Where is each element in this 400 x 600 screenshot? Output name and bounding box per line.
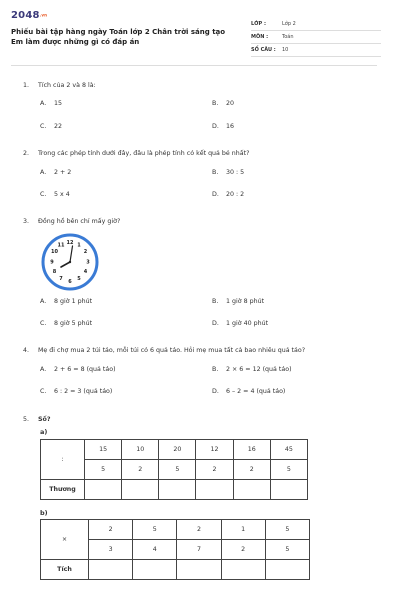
option-key: B. <box>212 100 219 107</box>
answer-cell[interactable] <box>265 560 309 580</box>
clock-number-8: 8 <box>52 269 57 275</box>
option-key: B. <box>212 366 219 373</box>
answer-cell[interactable] <box>221 560 265 580</box>
option-text: 1 giờ 40 phút <box>226 320 269 327</box>
table-row <box>41 440 308 460</box>
table-a <box>40 439 308 500</box>
option-key: A. <box>40 100 47 107</box>
answer-cell[interactable] <box>89 560 133 580</box>
table-cell: 3 <box>89 540 133 560</box>
clock-center <box>69 261 71 263</box>
op-cell: × <box>41 520 89 560</box>
logo-main: 2048 <box>11 10 40 21</box>
clock-icon <box>40 232 100 292</box>
table-cell: 12 <box>196 440 233 460</box>
answer-cell[interactable] <box>122 480 159 500</box>
option-key: A. <box>40 366 47 373</box>
question-number: 5. <box>23 416 30 423</box>
subpart-b-label: b) <box>40 509 48 517</box>
meta-row-class <box>251 18 381 31</box>
option-key: C. <box>40 388 47 395</box>
site-logo[interactable] <box>11 10 47 21</box>
clock-number-10: 10 <box>51 249 58 255</box>
op-cell: : <box>41 440 85 480</box>
table-cell: 5 <box>159 460 196 480</box>
clock-illustration <box>40 232 100 294</box>
clock-number-3: 3 <box>86 259 90 266</box>
option-d[interactable] <box>212 320 268 327</box>
clock-number-1: 1 <box>77 242 81 249</box>
meta-info <box>251 18 381 57</box>
result-label: Tích <box>41 560 89 580</box>
table-cell: 4 <box>133 540 177 560</box>
table-cell: 15 <box>85 440 122 460</box>
table-cell: 2 <box>196 460 233 480</box>
option-c[interactable] <box>40 123 62 130</box>
option-text: 15 <box>54 100 63 107</box>
table-row <box>41 560 310 580</box>
table-cell: 5 <box>133 520 177 540</box>
question-text: Tích của 2 và 8 là: <box>38 82 96 89</box>
option-b[interactable] <box>212 169 244 176</box>
answer-cell[interactable] <box>270 480 307 500</box>
question-number: 1. <box>23 82 30 89</box>
clock-number-5: 5 <box>77 276 81 282</box>
option-c[interactable] <box>40 320 92 327</box>
option-text: 2 × 6 = 12 (quả táo) <box>226 366 292 373</box>
table-cell: 7 <box>177 540 221 560</box>
option-c[interactable] <box>40 191 70 198</box>
option-text: 16 <box>226 123 235 130</box>
option-text: 6 : 2 = 3 (quả táo) <box>54 388 113 395</box>
answer-cell[interactable] <box>233 480 270 500</box>
option-text: 5 x 4 <box>54 191 70 198</box>
table-cell: 5 <box>265 520 309 540</box>
option-key: B. <box>212 169 219 176</box>
meta-value: Lớp 2 <box>282 21 296 27</box>
meta-value: 10 <box>282 47 289 53</box>
table-row <box>41 480 308 500</box>
option-key: A. <box>40 298 47 305</box>
option-text: 6 – 2 = 4 (quả táo) <box>226 388 286 395</box>
option-a[interactable] <box>40 366 116 373</box>
subpart-a-label: a) <box>40 428 48 436</box>
table-cell: 2 <box>221 540 265 560</box>
answer-cell[interactable] <box>85 480 122 500</box>
clock-number-4: 4 <box>83 269 88 275</box>
answer-cell[interactable] <box>159 480 196 500</box>
question-number: 2. <box>23 150 30 157</box>
table-cell: 2 <box>89 520 133 540</box>
table-row <box>41 520 310 540</box>
option-b[interactable] <box>212 100 234 107</box>
option-key: C. <box>40 191 47 198</box>
answer-cell[interactable] <box>177 560 221 580</box>
option-key: D. <box>212 123 219 130</box>
result-label: Thương <box>41 480 85 500</box>
option-key: C. <box>40 320 47 327</box>
meta-value: Toán <box>282 34 294 40</box>
option-text: 30 : 5 <box>226 169 245 176</box>
answer-cell[interactable] <box>196 480 233 500</box>
option-key: D. <box>212 320 219 327</box>
clock-number-6: 6 <box>68 279 72 285</box>
header-divider <box>11 65 377 66</box>
meta-row-count <box>251 44 381 57</box>
table-cell: 20 <box>159 440 196 460</box>
meta-key: SỐ CÂU : <box>251 47 276 53</box>
question-text: Mẹ đi chợ mua 2 túi táo, mỗi túi có 6 quả táo. Hỏi mẹ mua tất cả bao nhiêu quả táo? <box>38 347 306 354</box>
question-text: Trong các phép tính dưới đây, đâu là phép tính có kết quả bé nhất? <box>38 150 250 157</box>
option-text: 22 <box>54 123 63 130</box>
option-text: 1 giờ 8 phút <box>226 298 265 305</box>
clock-number-2: 2 <box>83 249 88 255</box>
option-c[interactable] <box>40 388 112 395</box>
option-text: 2 + 2 <box>54 169 72 176</box>
meta-key: LỚP : <box>251 21 266 27</box>
worksheet-title: Phiếu bài tập hàng ngày Toán lớp 2 Chân trời sáng tạo Em làm được những gì có đáp án <box>11 28 226 46</box>
option-key: B. <box>212 298 219 305</box>
table-cell: 5 <box>270 460 307 480</box>
clock-number-11: 11 <box>57 242 65 249</box>
table-cell: 1 <box>221 520 265 540</box>
option-d[interactable] <box>212 123 234 130</box>
option-b[interactable] <box>212 298 264 305</box>
table-cell: 5 <box>265 540 309 560</box>
option-key: D. <box>212 388 219 395</box>
option-key: D. <box>212 191 219 198</box>
question-number: 3. <box>23 218 30 225</box>
option-text: 8 giờ 5 phút <box>54 320 93 327</box>
table-cell: 45 <box>270 440 307 460</box>
option-a[interactable] <box>40 169 71 176</box>
table-b <box>40 519 310 580</box>
option-text: 20 <box>226 100 235 107</box>
option-text: 8 giờ 1 phút <box>54 298 93 305</box>
option-a[interactable] <box>40 298 92 305</box>
question-text: Số? <box>38 416 51 423</box>
option-d[interactable] <box>212 388 285 395</box>
meta-row-subject <box>251 31 381 44</box>
clock-number-7: 7 <box>59 276 63 282</box>
option-a[interactable] <box>40 100 62 107</box>
answer-cell[interactable] <box>133 560 177 580</box>
question-number: 4. <box>23 347 30 354</box>
table-cell: 5 <box>85 460 122 480</box>
option-d[interactable] <box>212 191 244 198</box>
table-cell: 16 <box>233 440 270 460</box>
option-text: 20 : 2 <box>226 191 245 198</box>
logo-sub: .vn <box>39 12 48 18</box>
table-cell: 2 <box>122 460 159 480</box>
header <box>11 10 377 62</box>
option-key: C. <box>40 123 47 130</box>
clock-number-9: 9 <box>50 259 54 266</box>
table-cell: 10 <box>122 440 159 460</box>
meta-key: MÔN : <box>251 34 269 40</box>
question-text: Đồng hồ bên chỉ mấy giờ? <box>38 218 121 225</box>
clock-number-12: 12 <box>66 240 74 246</box>
table-cell: 2 <box>233 460 270 480</box>
table-cell: 2 <box>177 520 221 540</box>
option-text: 2 + 6 = 8 (quả táo) <box>54 366 116 373</box>
option-b[interactable] <box>212 366 292 373</box>
option-key: A. <box>40 169 47 176</box>
